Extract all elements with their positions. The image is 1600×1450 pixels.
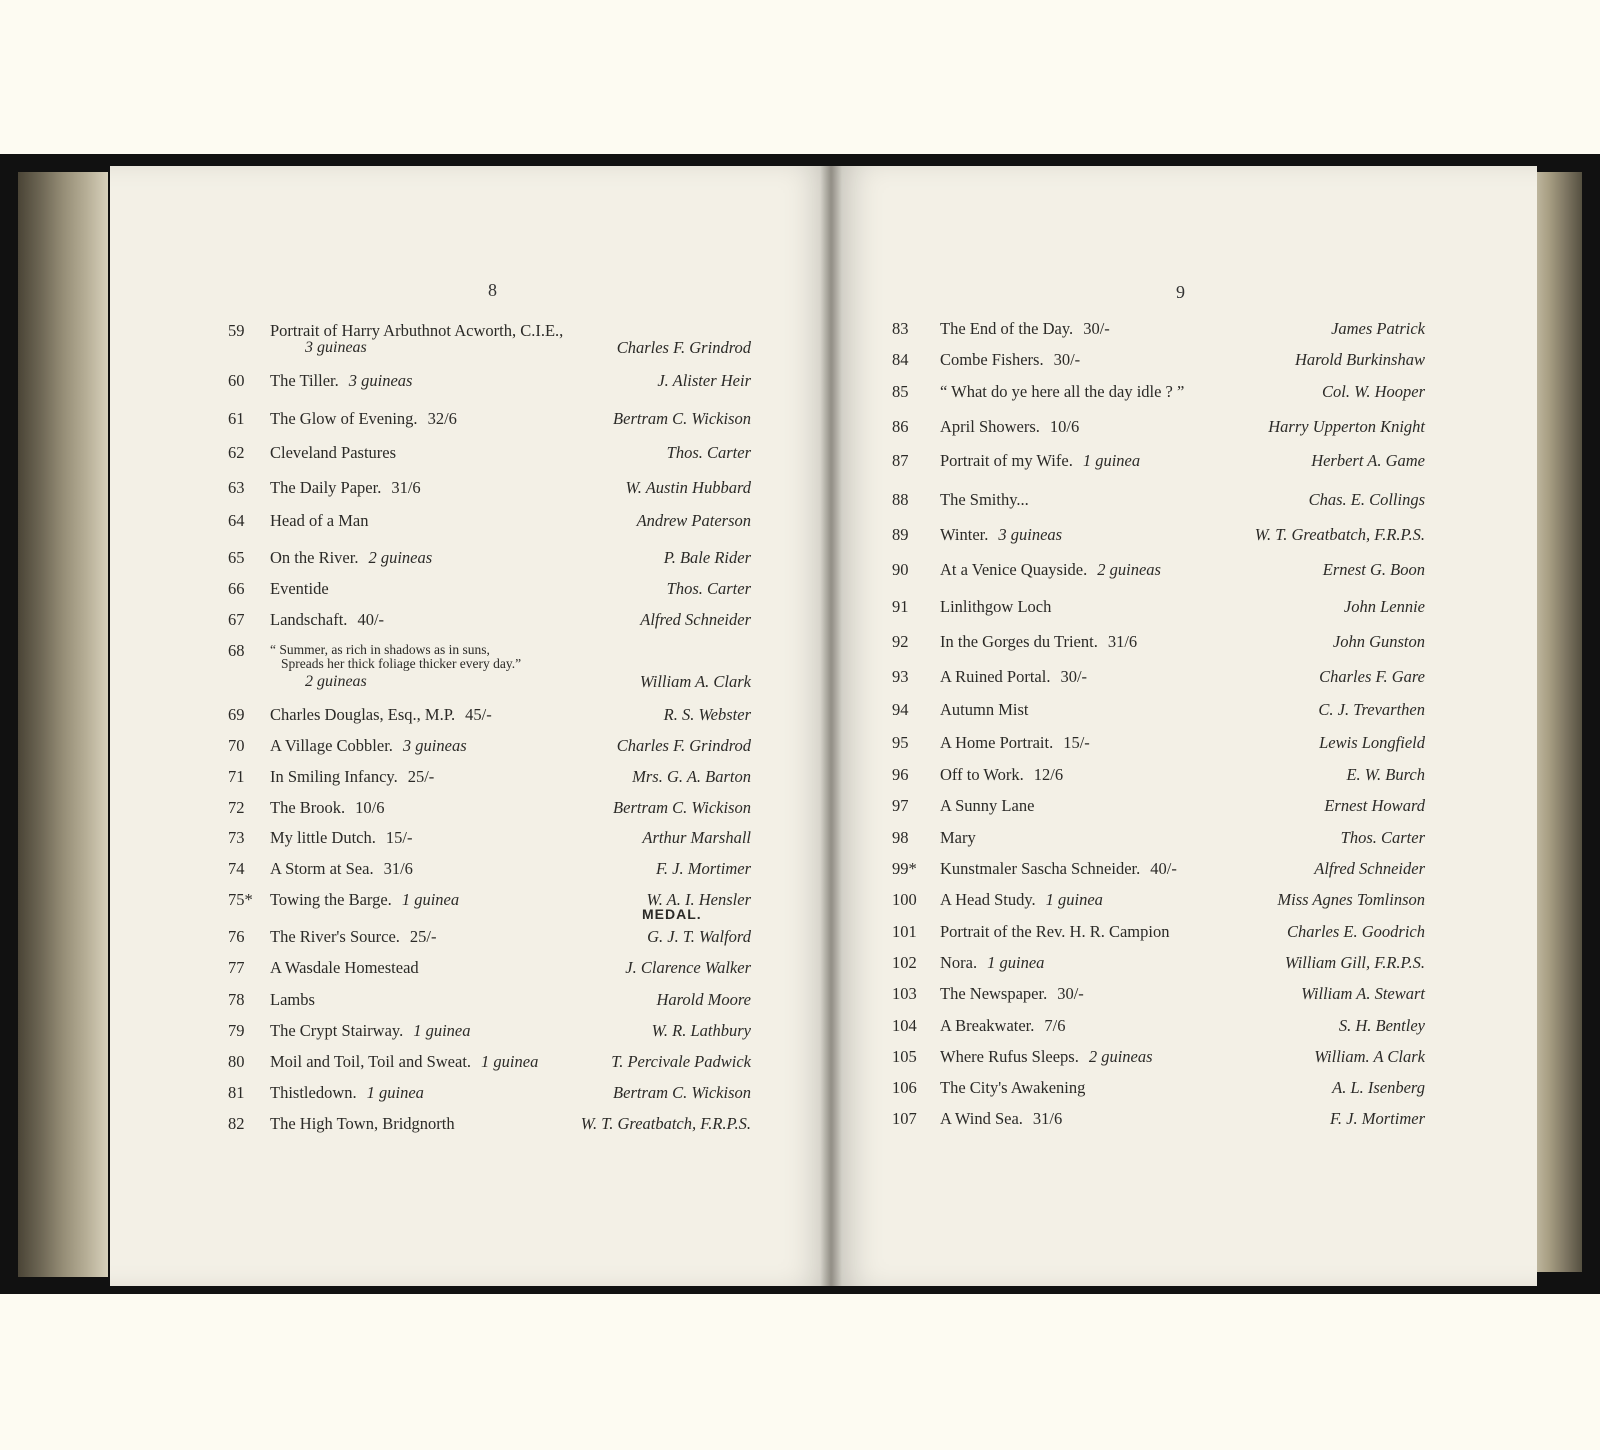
entry-title-text: A Ruined Portal. [940, 667, 1051, 686]
entry-artist: F. J. Mortimer [1329, 1109, 1425, 1128]
catalogue-entry [832, 1046, 1537, 1070]
entry-artist: E. W. Burch [1346, 765, 1425, 784]
entry-title [940, 1108, 1062, 1130]
catalogue-entry [832, 983, 1537, 1007]
entry-artist: William A. Stewart [1301, 984, 1425, 1003]
entry-price: 10/6 [1049, 417, 1080, 436]
entry-title [270, 370, 412, 392]
entry-title [940, 381, 1184, 403]
entry-title-text: Portrait of the Rev. H. R. Campion [940, 922, 1170, 941]
entry-title-text: Kunstmaler Sascha Schneider. [940, 859, 1141, 878]
entry-artist: G. J. T. Walford [647, 927, 751, 946]
entry-number: 72 [228, 798, 245, 817]
entry-number: 105 [892, 1047, 917, 1066]
entry-title-text: Head of a Man [270, 511, 369, 530]
entry-title [270, 609, 384, 631]
entry-title-text: Landschaft. [270, 610, 348, 629]
catalogue-entry [832, 921, 1537, 945]
entry-title [940, 858, 1177, 880]
entry-price: 15/- [1063, 733, 1090, 752]
entry-title [940, 450, 1140, 472]
entry-number: 67 [228, 610, 245, 629]
entry-price: 40/- [357, 610, 385, 629]
entry-title-text: A Home Portrait. [940, 733, 1054, 752]
entry-number: 100 [892, 890, 917, 909]
entry-title-text: The High Town, Bridgnorth [270, 1114, 455, 1133]
entry-price: 2 guineas [1088, 1047, 1153, 1066]
entry-price: 30/- [1060, 667, 1088, 686]
entry-price: 12/6 [1033, 765, 1064, 784]
entry-artist: Thos. Carter [1340, 828, 1425, 847]
entry-title [270, 442, 396, 464]
entry-price: 45/- [465, 705, 492, 724]
entry-title-text: A Breakwater. [940, 1016, 1035, 1035]
entry-59-artist: Charles F. Grindrod [616, 338, 751, 357]
entry-title-text: The Newspaper. [940, 984, 1048, 1003]
entry-artist: Miss Agnes Tomlinson [1277, 890, 1425, 909]
right-page [832, 166, 1537, 1286]
catalogue-entry [110, 704, 835, 728]
entry-title [270, 766, 434, 788]
entry-title [940, 318, 1110, 340]
entry-title-text: A Head Study. [940, 890, 1036, 909]
entry-artist: J. Clarence Walker [625, 958, 751, 977]
catalogue-entry [832, 318, 1537, 342]
entry-title [270, 926, 437, 948]
entry-number: 73 [228, 828, 245, 847]
entry-title-text: The Brook. [270, 798, 346, 817]
catalogue-entry [832, 827, 1537, 851]
entry-artist: Arthur Marshall [642, 828, 751, 847]
entry-number: 75* [228, 890, 253, 909]
entry-price: 3 guineas [998, 525, 1063, 544]
entry-artist: William. A Clark [1314, 1047, 1425, 1066]
entry-artist: Charles F. Grindrod [616, 736, 751, 755]
entry-artist: W. A. I. Hensler [646, 890, 751, 909]
entry-title [270, 889, 459, 911]
entry-artist: Ernest G. Boon [1322, 560, 1425, 579]
entry-number: 103 [892, 984, 917, 1003]
entry-price: 1 guinea [413, 1021, 471, 1040]
entry-title-text: The Crypt Stairway. [270, 1021, 404, 1040]
entry-price: 2 guineas [1097, 560, 1161, 579]
entry-artist: Bertram C. Wickison [613, 409, 751, 428]
entry-title [940, 1077, 1085, 1099]
entry-number: 102 [892, 953, 917, 972]
entry-artist: Thos. Carter [666, 579, 751, 598]
catalogue-entry [832, 450, 1537, 474]
entry-price: 15/- [385, 828, 413, 847]
entry-title-text: The Smithy... [940, 490, 1029, 509]
left-page [110, 166, 835, 1286]
entry-title-text: A Storm at Sea. [270, 859, 374, 878]
catalogue-entry [110, 1113, 835, 1137]
entry-number: 71 [228, 767, 245, 786]
entry-title [270, 704, 492, 726]
entry-price: 2 guineas [368, 548, 433, 567]
entry-title-text: Moil and Toil, Toil and Sweat. [270, 1052, 472, 1071]
entry-number: 80 [228, 1052, 245, 1071]
entry-price: 3 guineas [402, 736, 467, 755]
entry-title-text: Winter. [940, 525, 989, 544]
entry-number: 93 [892, 667, 909, 686]
entry-title [940, 921, 1169, 943]
entry-number: 90 [892, 560, 909, 579]
entry-price: 1 guinea [401, 890, 460, 909]
entry-title [940, 416, 1079, 438]
entry-price: 31/6 [383, 859, 413, 878]
entry-title-text: Where Rufus Sleeps. [940, 1047, 1079, 1066]
entry-59-price: 3 guineas [305, 339, 367, 356]
left-page-edges [18, 172, 108, 1277]
entry-number: 60 [228, 371, 245, 390]
entry-number: 62 [228, 443, 245, 462]
catalogue-entry [110, 609, 835, 633]
entry-artist: Harold Moore [656, 990, 751, 1009]
catalogue-entry [832, 1108, 1537, 1132]
entry-title-text: Towing the Barge. [270, 890, 392, 909]
catalogue-entry [110, 1020, 835, 1044]
entry-price: 1 guinea [481, 1052, 539, 1071]
entry-artist: Alfred Schneider [1314, 859, 1425, 878]
entry-number: 66 [228, 579, 245, 598]
entry-price: 25/- [407, 767, 435, 786]
entry-title-text: On the River. [270, 548, 359, 567]
entry-title-text: In Smiling Infancy. [270, 767, 398, 786]
page-number: 9 [1176, 282, 1185, 302]
entry-title-text: Charles Douglas, Esq., M.P. [270, 705, 456, 724]
catalogue-entry [110, 889, 835, 913]
entry-title-text: Linlithgow Loch [940, 597, 1052, 616]
entry-artist: Bertram C. Wickison [613, 798, 751, 817]
catalogue-entry [832, 858, 1537, 882]
entry-title [940, 524, 1062, 546]
entry-title-text: At a Venice Quayside. [940, 560, 1088, 579]
entry-number: 84 [892, 350, 909, 369]
entry-artist: Chas. E. Collings [1308, 490, 1425, 509]
entry-title-text: “ What do ye here all the day idle ? ” [940, 382, 1185, 401]
entry-title-text: The River's Source. [270, 927, 400, 946]
medal-label: MEDAL. [642, 906, 702, 922]
catalogue-entry [832, 1077, 1537, 1101]
catalogue-entry [832, 416, 1537, 440]
catalogue-entry [110, 442, 835, 466]
entry-title-text: Thistledown. [270, 1083, 357, 1102]
entry-artist: Charles F. Gare [1319, 667, 1425, 686]
entry-number: 83 [892, 319, 909, 338]
entry-title-text: April Showers. [940, 417, 1040, 436]
entry-68-line-2: Spreads her thick foliage thicker every day.” [281, 656, 522, 671]
entry-number: 99* [892, 859, 917, 878]
entry-price: 30/- [1083, 319, 1110, 338]
catalogue-entry [832, 889, 1537, 913]
catalogue-entry [832, 732, 1537, 756]
entry-title [940, 827, 976, 849]
entry-title [270, 408, 457, 430]
catalogue-entry [832, 1015, 1537, 1039]
entry-number: 79 [228, 1021, 245, 1040]
entry-number: 87 [892, 451, 909, 470]
catalogue-entry [110, 1082, 835, 1106]
entry-number: 91 [892, 597, 909, 616]
entry-title [940, 631, 1137, 653]
entry-title [940, 889, 1103, 911]
catalogue-entry [832, 381, 1537, 405]
entry-number: 107 [892, 1109, 917, 1128]
entry-title-text: Lambs [270, 990, 315, 1009]
entry-title [270, 547, 432, 569]
entry-title-text: The Tiller. [270, 371, 339, 390]
entry-artist: Alfred Schneider [640, 610, 751, 629]
entry-title [270, 1051, 538, 1073]
entry-price: 30/- [1057, 984, 1084, 1003]
entry-title-text: Mary [940, 828, 976, 847]
catalogue-entry [110, 1051, 835, 1075]
entry-number: 82 [228, 1114, 245, 1133]
entry-title [270, 957, 419, 979]
entry-artist: John Lennie [1343, 597, 1425, 616]
entry-title [270, 578, 329, 600]
entry-title [940, 1046, 1153, 1068]
entry-number: 76 [228, 927, 245, 946]
book-gutter [820, 166, 842, 1286]
entry-title-text: Nora. [940, 953, 978, 972]
entry-artist: Thos. Carter [666, 443, 751, 462]
entry-price: 7/6 [1044, 1016, 1066, 1035]
entry-artist: Harold Burkinshaw [1294, 350, 1425, 369]
entry-price: 31/6 [1107, 632, 1138, 651]
entry-artist: W. T. Greatbatch, F.R.P.S. [1254, 525, 1425, 544]
entry-title [270, 510, 369, 532]
catalogue-entry [110, 547, 835, 571]
entry-title-text: Portrait of Harry Arbuthnot Acworth, C.I.E., [270, 321, 564, 340]
entry-title-text: Combe Fishers. [940, 350, 1044, 369]
entry-number: 64 [228, 511, 245, 530]
entry-title-text: A Wind Sea. [940, 1109, 1023, 1128]
entry-number: 81 [228, 1083, 245, 1102]
catalogue-entry [832, 631, 1537, 655]
entry-title-text: The Glow of Evening. [270, 409, 418, 428]
entry-number: 59 [228, 321, 245, 340]
entry-title [940, 952, 1044, 974]
catalogue-entry [110, 370, 835, 394]
entry-artist: Charles E. Goodrich [1287, 922, 1425, 941]
catalogue-entry [832, 764, 1537, 788]
entry-number: 61 [228, 409, 245, 428]
entry-price: 1 guinea [1045, 890, 1103, 909]
catalogue-entry [832, 699, 1537, 723]
entry-artist: P. Bale Rider [663, 548, 751, 567]
catalogue-entry [110, 578, 835, 602]
entry-artist: F. J. Mortimer [655, 859, 751, 878]
catalogue-entry [110, 797, 835, 821]
catalogue-entry [832, 952, 1537, 976]
entry-price: 31/6 [1032, 1109, 1063, 1128]
entry-title-text: Off to Work. [940, 765, 1024, 784]
entry-artist: W. T. Greatbatch, F.R.P.S. [580, 1114, 751, 1133]
entry-number: 74 [228, 859, 245, 878]
entry-title [270, 989, 315, 1011]
book-scan [0, 154, 1600, 1294]
catalogue-entry [832, 524, 1537, 548]
catalogue-entry [110, 477, 835, 501]
entry-title-text: Cleveland Pastures [270, 443, 397, 462]
entry-title-text: Portrait of my Wife. [940, 451, 1073, 470]
catalogue-entry [110, 926, 835, 950]
entry-number: 95 [892, 733, 909, 752]
entry-number: 101 [892, 922, 917, 941]
entry-price: 10/6 [355, 798, 385, 817]
entry-number: 77 [228, 958, 245, 977]
entry-price: 3 guineas [348, 371, 413, 390]
catalogue-entry [832, 559, 1537, 583]
entry-artist: R. S. Webster [663, 705, 751, 724]
entry-title-text: The Daily Paper. [270, 478, 382, 497]
catalogue-entry [832, 795, 1537, 819]
entry-title-text: The City's Awakening [940, 1078, 1086, 1097]
entry-price: 1 guinea [987, 953, 1045, 972]
entry-artist: A. L. Isenberg [1332, 1078, 1425, 1097]
entry-title-text: A Sunny Lane [940, 796, 1035, 815]
entry-artist: Mrs. G. A. Barton [632, 767, 751, 786]
entry-artist: W. R. Lathbury [651, 1021, 751, 1040]
entry-number: 63 [228, 478, 245, 497]
entry-title-text: In the Gorges du Trient. [940, 632, 1098, 651]
entry-title [940, 699, 1028, 721]
catalogue-entry [110, 858, 835, 882]
entry-title [940, 666, 1087, 688]
entry-number: 97 [892, 796, 909, 815]
catalogue-entry [110, 957, 835, 981]
entry-artist: Andrew Paterson [636, 511, 751, 530]
entry-number: 70 [228, 736, 245, 755]
entry-title-text: My little Dutch. [270, 828, 376, 847]
catalogue-entry [832, 349, 1537, 373]
entry-number: 69 [228, 705, 245, 724]
entry-artist: Ernest Howard [1324, 796, 1425, 815]
catalogue-entry [110, 766, 835, 790]
catalogue-entry [110, 408, 835, 432]
catalogue-entry [110, 989, 835, 1013]
entry-price: 1 guinea [366, 1083, 424, 1102]
entry-number: 88 [892, 490, 909, 509]
entry-number: 96 [892, 765, 909, 784]
entry-number: 68 [228, 641, 245, 660]
entry-title [940, 349, 1080, 371]
entry-number: 65 [228, 548, 245, 567]
entry-artist: James Patrick [1331, 319, 1425, 338]
catalogue-entry [110, 735, 835, 759]
entry-number: 85 [892, 382, 909, 401]
entry-artist: S. H. Bentley [1338, 1016, 1425, 1035]
entry-artist: John Gunston [1332, 632, 1425, 651]
entry-title [270, 735, 467, 757]
entry-artist: J. Alister Heir [657, 371, 751, 390]
entry-artist: Harry Upperton Knight [1268, 417, 1425, 436]
catalogue-entry [832, 596, 1537, 620]
entry-number: 78 [228, 990, 245, 1009]
entry-artist: Herbert A. Game [1311, 451, 1425, 470]
entry-artist: Col. W. Hooper [1322, 382, 1425, 401]
entry-68-artist: William A. Clark [639, 672, 751, 691]
catalogue-entry [110, 510, 835, 534]
entry-price: 32/6 [427, 409, 457, 428]
catalogue-entry [832, 666, 1537, 690]
page-number: 8 [488, 280, 497, 300]
entry-title [270, 858, 413, 880]
entry-title [940, 596, 1051, 618]
entry-price: 1 guinea [1082, 451, 1141, 470]
entry-price: 40/- [1150, 859, 1177, 878]
entry-title [270, 477, 421, 499]
entry-title-text: Eventide [270, 579, 329, 598]
entry-title [940, 559, 1161, 581]
entry-68-price: 2 guineas [305, 673, 367, 690]
entry-artist: T. Percivale Padwick [611, 1052, 751, 1071]
entry-title [940, 1015, 1065, 1037]
entry-title [940, 764, 1063, 786]
entry-artist: C. J. Trevarthen [1318, 700, 1425, 719]
entry-title [270, 1082, 424, 1104]
entry-title [270, 797, 385, 819]
entry-number: 106 [892, 1078, 917, 1097]
entry-title [940, 732, 1090, 754]
entry-title-text: A Village Cobbler. [270, 736, 393, 755]
entry-title [270, 827, 412, 849]
entry-artist: Lewis Longfield [1319, 733, 1425, 752]
entry-title-text: Autumn Mist [940, 700, 1029, 719]
entry-number: 98 [892, 828, 909, 847]
entry-title [270, 1113, 455, 1135]
entry-title-text: The End of the Day. [940, 319, 1074, 338]
entry-price: 25/- [409, 927, 437, 946]
entry-artist: Bertram C. Wickison [613, 1083, 751, 1102]
entry-price: 30/- [1053, 350, 1081, 369]
entry-artist: William Gill, F.R.P.S. [1284, 953, 1425, 972]
entry-title [940, 795, 1034, 817]
entry-title [940, 983, 1084, 1005]
entry-title-text: A Wasdale Homestead [270, 958, 419, 977]
catalogue-entry [110, 827, 835, 851]
entry-artist: W. Austin Hubbard [625, 478, 751, 497]
entry-price: 31/6 [391, 478, 421, 497]
entry-number: 92 [892, 632, 909, 651]
entry-68-line-1: “ Summer, as rich in shadows as in suns, [270, 642, 490, 657]
entry-title [270, 1020, 471, 1042]
catalogue-entry [832, 489, 1537, 513]
entry-number: 104 [892, 1016, 917, 1035]
entry-number: 86 [892, 417, 909, 436]
entry-title [940, 489, 1029, 511]
entry-number: 89 [892, 525, 909, 544]
entry-number: 94 [892, 700, 909, 719]
